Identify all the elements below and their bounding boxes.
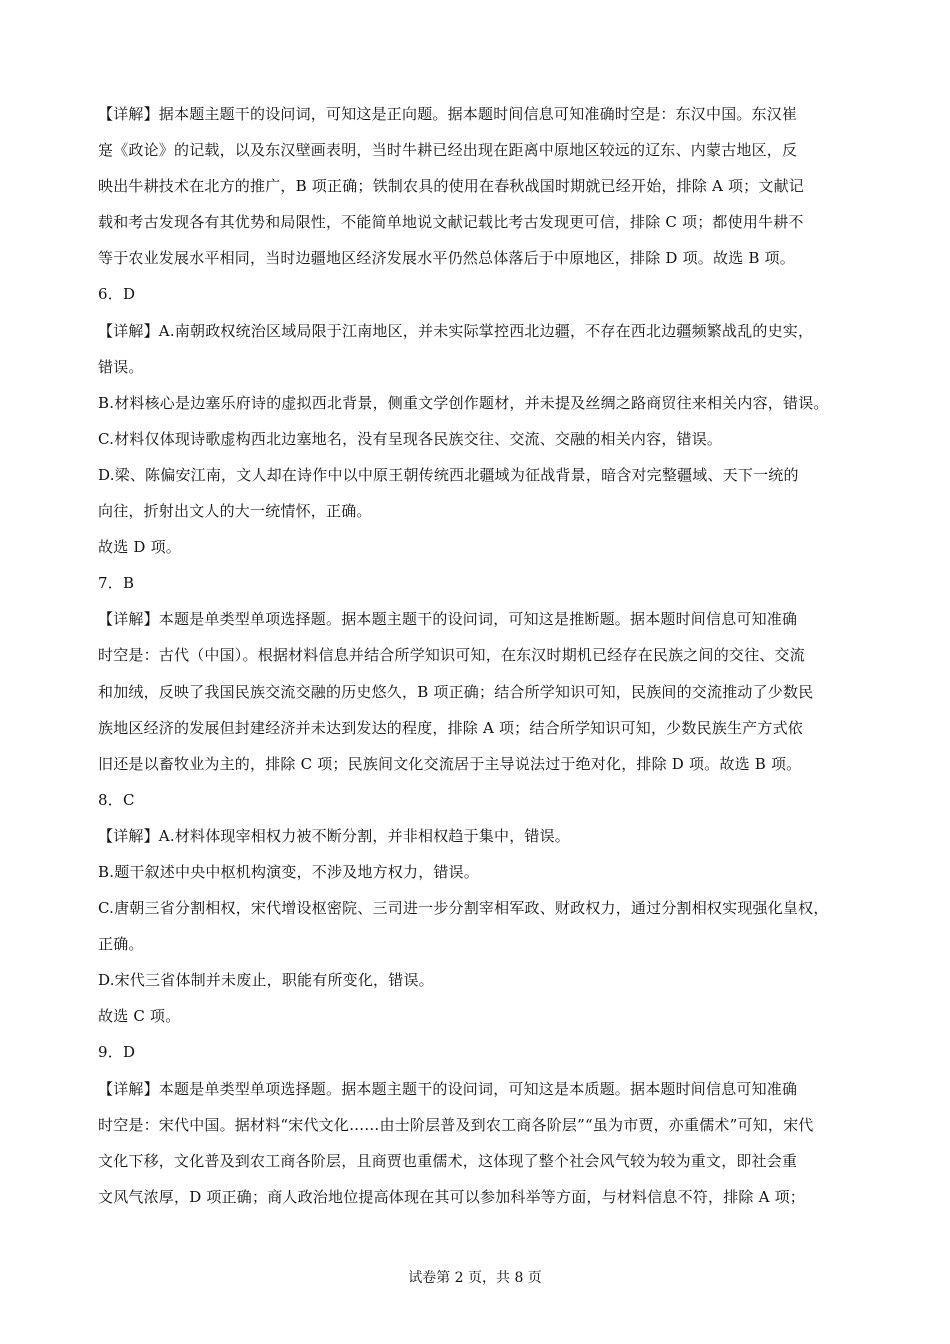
- text-line: 向往，折射出文人的大一统情怀，正确。: [98, 502, 372, 521]
- text-line: D.梁、陈偏安江南，文人却在诗作中以中原王朝传统西北疆域为征战背景，暗含对完整疆域、天下一统的: [98, 465, 799, 484]
- answer-number: 9．D: [98, 1043, 136, 1062]
- text-line: 映出牛耕技术在北方的推广，B 项正确；铁制农具的使用在春秋战国时期就已经开始，排除 A 项；文献记: [98, 177, 804, 196]
- text-line: 文化下移，文化普及到农工商各阶层，且商贾也重儒术，这体现了整个社会风气较为较为重文，即社会重: [98, 1151, 798, 1170]
- document-body: [98, 96, 858, 1215]
- text-line: 【详解】据本题主题干的设问词，可知这是正向题。据本题时间信息可知准确时空是：东汉中国。东汉崔: [98, 105, 798, 123]
- answer-number: 7．B: [98, 574, 135, 593]
- text-line: 【详解】本题是单类型单项选择题。据本题主题干的设问词，可知这是推断题。据本题时间信息可知准确: [98, 610, 798, 629]
- text-line: B.题干叙述中央中枢机构演变，不涉及地方权力，错误。: [98, 862, 479, 881]
- text-line: 时空是：宋代中国。据材料“宋代文化……由士阶层普及到农工商各阶层”“虽为市贾，亦重儒术”可知，宋代: [98, 1115, 814, 1134]
- answer-number: 8．C: [98, 790, 135, 809]
- text-line: 【详解】A.南朝政权统治区域局限于江南地区，并未实际掌控西北边疆，不存在西北边疆频繁战乱的史实，: [98, 321, 814, 340]
- text-line: 寔《政论》的记载，以及东汉壁画表明，当时牛耕已经出现在距离中原地区较远的辽东、内蒙古地区，反: [98, 141, 798, 160]
- text-line: 故选 D 项。: [98, 538, 181, 557]
- text-line: D.宋代三省体制并未废止，职能有所变化，错误。: [98, 971, 434, 990]
- text-line: 载和考古发现各有其优势和局限性，不能简单地说文献记载比考古发现更可信，排除 C 项；都使用牛耕不: [98, 213, 804, 232]
- text-line: 错误。: [98, 357, 144, 376]
- text-line: 族地区经济的发展但封建经济并未达到发达的程度，排除 A 项；结合所学知识可知，少数民族生产方式依: [98, 718, 803, 737]
- text-line: C.唐朝三省分割相权，宋代增设枢密院、三司进一步分割宰相军政、财政权力，通过分割相权实现强化皇权，: [98, 899, 829, 918]
- text-line: 和加绒，反映了我国民族交流交融的历史悠久，B 项正确；结合所学知识可知，民族间的交流推动了少数民: [98, 682, 814, 701]
- page-footer: 试卷第 2 页，共 8 页: [408, 1270, 542, 1286]
- text-line: C.材料仅体现诗歌虚构西北边塞地名，没有呈现各民族交往、交流、交融的相关内容，错误。: [98, 429, 723, 448]
- text-line: 时空是：古代（中国）。根据材料信息并结合所学知识可知，在东汉时期机已经存在民族之间的交往、交流: [98, 646, 805, 665]
- text-line: 文风气浓厚，D 项正确；商人政治地位提高体现在其可以参加科举等方面，与材料信息不符，排除 A 项；: [98, 1187, 805, 1206]
- text-line: 【详解】A.材料体现宰相权力被不断分割，并非相权趋于集中，错误。: [98, 826, 571, 845]
- text-line: B.材料核心是边塞乐府诗的虚拟西北背景，侧重文学创作题材，并未提及丝绸之路商贸往来相关内容，错误。: [98, 393, 829, 412]
- text-line: 故选 C 项。: [98, 1007, 181, 1026]
- text-line: 【详解】本题是单类型单项选择题。据本题主题干的设问词，可知这是本质题。据本题时间信息可知准确: [98, 1079, 798, 1098]
- text-line: 等于农业发展水平相同，当时边疆地区经济发展水平仍然总体落后于中原地区，排除 D 项。故选 B 项。: [98, 249, 795, 268]
- text-line: 旧还是以畜牧业为主的，排除 C 项；民族间文化交流居于主导说法过于绝对化，排除 D 项。故选 B 项。: [98, 754, 802, 773]
- answer-number: 6．D: [98, 285, 136, 304]
- text-line: 正确。: [98, 935, 144, 954]
